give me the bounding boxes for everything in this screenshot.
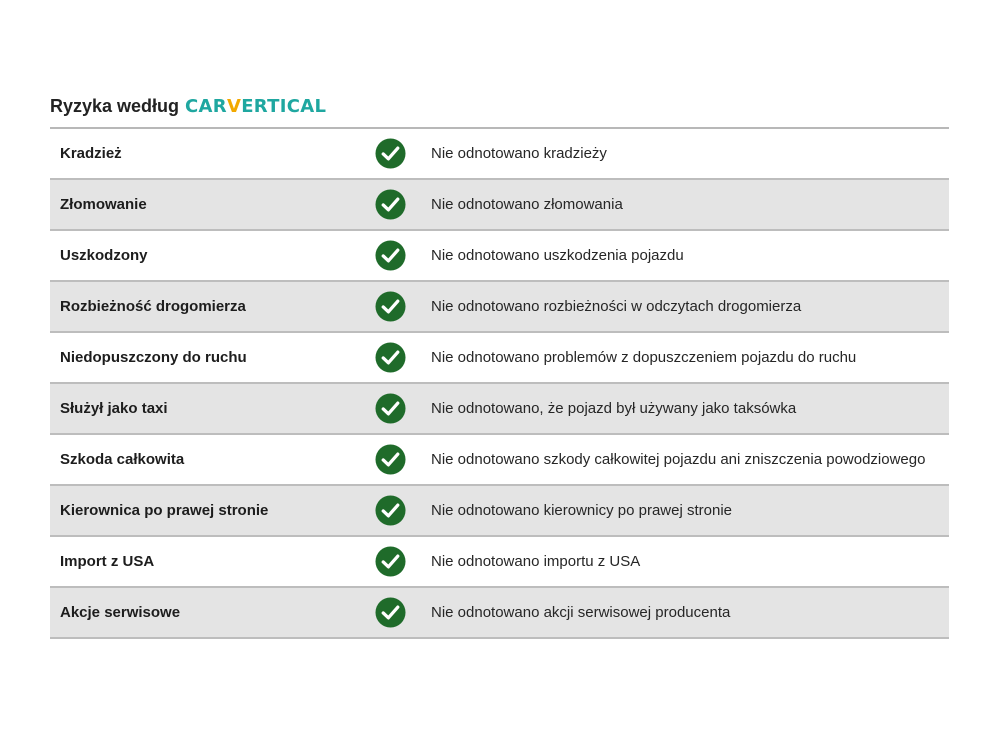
status-text: Nie odnotowano, że pojazd był używany jako taksówka	[431, 400, 797, 417]
risk-label: Rozbieżność drogomierza	[60, 298, 246, 315]
table-row	[50, 588, 949, 639]
check-icon	[375, 495, 406, 526]
check-icon	[375, 444, 406, 475]
risk-label: Kradzież	[60, 145, 122, 162]
table-row	[50, 180, 949, 231]
risk-table	[50, 127, 949, 639]
table-row	[50, 282, 949, 333]
risk-label: Import z USA	[60, 553, 155, 570]
status-text: Nie odnotowano rozbieżności w odczytach drogomierza	[431, 298, 802, 315]
risk-label: Akcje serwisowe	[60, 604, 181, 621]
status-text: Nie odnotowano problemów z dopuszczeniem pojazdu do ruchu	[431, 349, 857, 366]
risk-label: Uszkodzony	[60, 247, 148, 264]
check-icon	[375, 393, 406, 424]
table-row	[50, 231, 949, 282]
risk-label: Szkoda całkowita	[60, 451, 185, 468]
check-icon	[375, 342, 406, 373]
page-title	[50, 96, 326, 117]
risk-label: Złomowanie	[60, 196, 147, 213]
status-text: Nie odnotowano szkody całkowitej pojazdu ani zniszczenia powodziowego	[431, 451, 926, 468]
check-icon	[375, 189, 406, 220]
table-row	[50, 435, 949, 486]
status-text: Nie odnotowano importu z USA	[431, 553, 641, 570]
status-text: Nie odnotowano akcji serwisowej producenta	[431, 604, 731, 621]
risk-label: Niedopuszczony do ruchu	[60, 349, 247, 366]
carvertical-logo	[185, 96, 326, 117]
status-text: Nie odnotowano kradzieży	[431, 145, 607, 162]
logo-rest: ERTICAL	[241, 96, 327, 117]
table-row	[50, 333, 949, 384]
status-text: Nie odnotowano kierownicy po prawej stronie	[431, 502, 732, 519]
status-text: Nie odnotowano złomowania	[431, 196, 623, 213]
title-text: Ryzyka według	[50, 96, 180, 116]
table-row	[50, 384, 949, 435]
check-icon	[375, 240, 406, 271]
check-icon	[375, 597, 406, 628]
table-row	[50, 537, 949, 588]
check-icon	[375, 291, 406, 322]
logo-v: V	[226, 96, 242, 117]
check-icon	[375, 138, 406, 169]
risk-label: Kierownica po prawej stronie	[60, 502, 269, 519]
risk-label: Służył jako taxi	[60, 400, 168, 417]
table-row	[50, 486, 949, 537]
status-text: Nie odnotowano uszkodzenia pojazdu	[431, 247, 684, 264]
check-icon	[375, 546, 406, 577]
table-row	[50, 129, 949, 180]
logo-car: CAR	[185, 96, 227, 117]
